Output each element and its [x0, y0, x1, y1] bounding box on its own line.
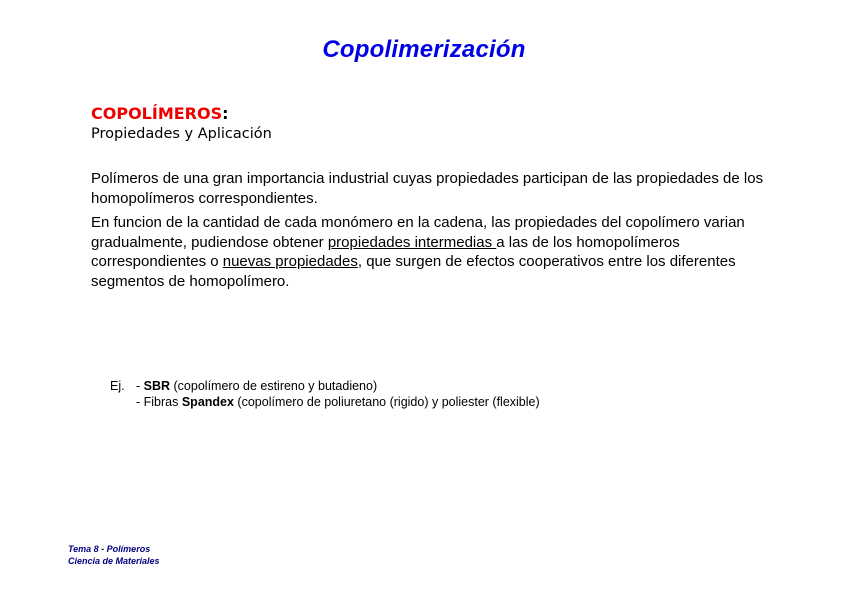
section-heading-red: COPOLÍMEROS: [91, 104, 223, 123]
paragraph-2-part1: En funcion de la cantidad de cada monómero en la cadena, las propiedades del copolímero varian gradualmente, pudiendose obtener: [91, 214, 745, 251]
section-heading-colon: :: [222, 104, 229, 123]
examples-block: [110, 378, 540, 410]
example-bold: Spandex: [181, 395, 234, 409]
example-rest: (copolímero de poliuretano (rigido) y poliester (flexible): [233, 395, 540, 409]
section-heading: [91, 104, 229, 123]
section-subheading: Propiedades y Aplicación: [91, 126, 272, 142]
paragraph-2: [91, 213, 791, 291]
example-prefix: - Fibras: [136, 395, 182, 409]
paragraph-2-part2: a las de los homopolímeros correspondientes o: [91, 233, 680, 270]
example-bold: SBR: [143, 379, 171, 393]
footer: [68, 543, 160, 567]
slide-title: Copolimerización: [322, 36, 526, 63]
underlined-new-properties: nuevas propiedades: [222, 253, 358, 270]
example-row: [110, 378, 540, 394]
paragraph-2-part3: , que surgen de efectos cooperativos entre los diferentes segmentos de homopolímero.: [91, 253, 736, 290]
examples-lead: Ej.: [110, 379, 125, 393]
underlined-intermediate-properties: propiedades intermedias: [327, 233, 497, 251]
footer-line-1: Tema 8 - Polímeros: [68, 544, 151, 554]
footer-line-2: Ciencia de Materiales: [68, 556, 160, 566]
example-rest: (copolímero de estireno y butadieno): [170, 379, 378, 393]
paragraph-1: Polímeros de una gran importancia industrial cuyas propiedades participan de las propiedades de los homopolímeros correspondientes.: [91, 170, 764, 207]
example-prefix: -: [136, 379, 144, 393]
example-row: [110, 394, 540, 410]
